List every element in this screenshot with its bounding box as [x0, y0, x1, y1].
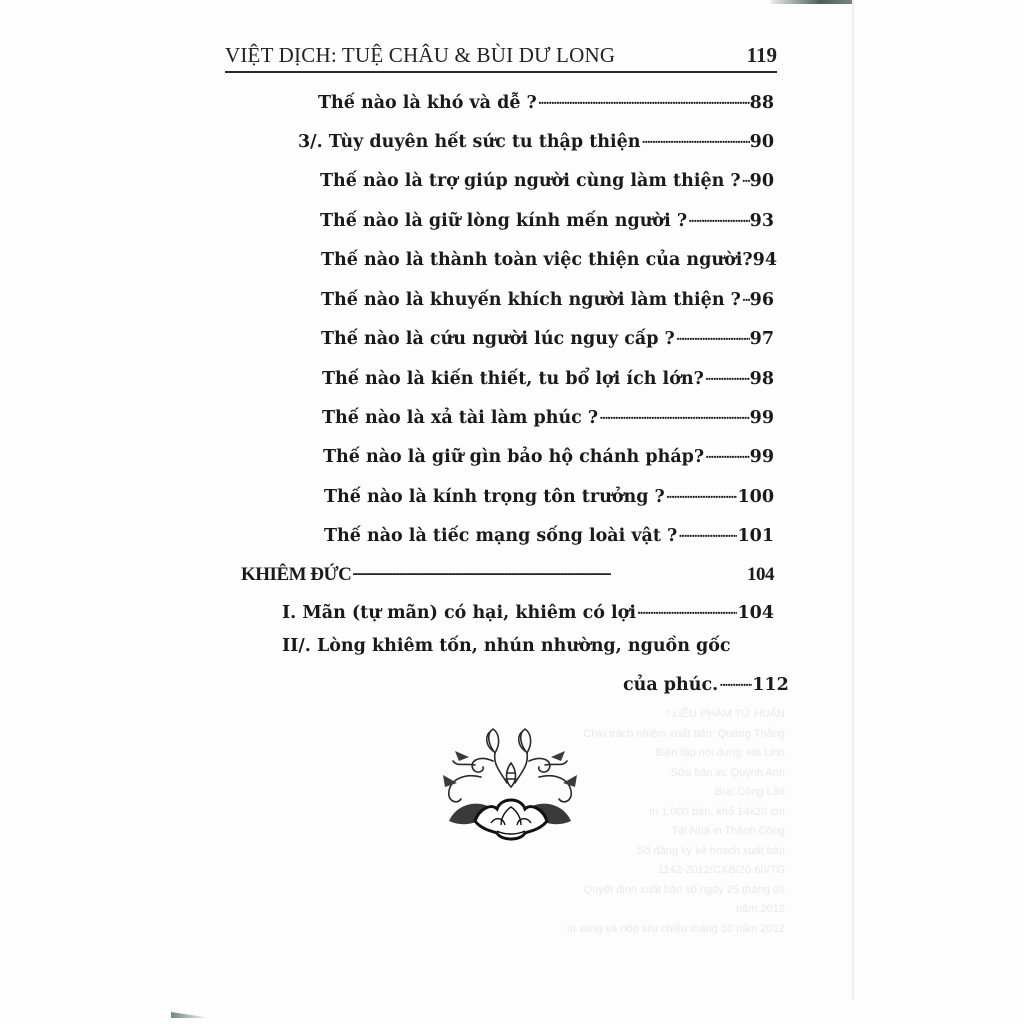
- toc-entry[interactable]: [298, 129, 774, 152]
- toc-entry[interactable]: [322, 405, 774, 428]
- toc-entry-label: KHIÊM ĐỨC: [241, 564, 352, 585]
- toc-entry[interactable]: [322, 366, 774, 389]
- dot-leader: [741, 170, 750, 188]
- dot-leader: [677, 525, 737, 543]
- toc-entry-label: Thế nào là tiếc mạng sống loài vật ?: [324, 525, 678, 546]
- toc-entry[interactable]: [323, 444, 774, 467]
- toc-entry-page: 100: [737, 486, 774, 507]
- imprint-line: Quyết định xuất bản số ngày 25 tháng 09 năm 2012: [583, 883, 785, 915]
- dot-leader: [351, 563, 747, 582]
- toc-entry-page: 104: [737, 602, 774, 623]
- dot-leader: [741, 289, 750, 307]
- toc-entry[interactable]: [324, 523, 774, 546]
- dot-leader: [704, 446, 749, 464]
- toc-entry-page: 88: [749, 92, 774, 113]
- toc-entry[interactable]: [282, 600, 774, 623]
- toc-entry-label: Thế nào là giữ lòng kính mến người ?: [320, 210, 688, 231]
- toc-entry-page: 112: [752, 674, 789, 695]
- toc-entry-page: 101: [737, 525, 774, 546]
- page-number: 119: [746, 43, 777, 67]
- dot-leader: [636, 602, 737, 620]
- toc-entry[interactable]: [318, 90, 774, 113]
- dot-leader: [718, 674, 752, 692]
- running-header: [225, 40, 777, 73]
- toc-entry-page: 98: [749, 368, 774, 389]
- page-edge-shadow: [770, 0, 854, 4]
- toc-entry-label: 3/. Tùy duyên hết sức tu thập thiện: [298, 131, 641, 152]
- imprint-line: Tại Nhà in Thành Công: [671, 825, 785, 837]
- toc-entry[interactable]: [623, 672, 789, 695]
- toc-entry-label: của phúc.: [623, 674, 719, 695]
- header-title: VIỆT DỊCH: TUỆ CHÂU & BÙI DƯ LONG: [225, 43, 616, 67]
- toc-entry[interactable]: [320, 208, 774, 231]
- imprint-line: Biên tập nội dung: Hà Linh: [655, 747, 785, 759]
- imprint-line: * LIỄU PHÀM TỨ HUẤN: [665, 708, 785, 720]
- toc-entry[interactable]: [320, 168, 774, 191]
- lotus-flower-ornament-icon: [435, 725, 585, 845]
- toc-entry-page: 90: [749, 170, 774, 191]
- imprint-line: Bìa: Công Lân: [714, 786, 785, 798]
- toc-entry[interactable]: [321, 247, 778, 270]
- toc-entry-label: Thế nào là khó và dễ ?: [318, 92, 537, 113]
- dot-leader: [537, 92, 750, 110]
- toc-entry-page: 96: [749, 289, 774, 310]
- imprint-line: In 1.000 bản, khổ 14x20 cm: [649, 805, 785, 818]
- toc-entry-label: Thế nào là kiến thiết, tu bổ lợi ích lớn?: [322, 368, 704, 389]
- dot-leader: [687, 210, 750, 228]
- page-corner-shadow: [171, 1012, 211, 1018]
- toc-entry[interactable]: [321, 287, 774, 310]
- toc-entry-page: 94: [752, 249, 778, 270]
- toc-entry-label: Thế nào là xả tài làm phúc ?: [322, 407, 599, 428]
- toc-entry-wrapped-line[interactable]: II/. Lòng khiêm tốn, nhún nhường, nguồn gốc: [282, 636, 731, 656]
- toc-entry-page: 104: [747, 564, 774, 585]
- dot-leader: [598, 407, 749, 425]
- imprint-line: In xong và nộp lưu chiểu tháng 10 năm 2012: [566, 922, 785, 935]
- toc-chapter-entry[interactable]: [241, 561, 774, 586]
- toc-entry-label: Thế nào là thành toàn việc thiện của người?: [321, 249, 753, 270]
- toc-entry-label: Thế nào là cứu người lúc nguy cấp ?: [321, 328, 675, 349]
- dot-leader: [641, 131, 750, 149]
- toc-entry[interactable]: [324, 484, 774, 507]
- toc-entry-page: 93: [749, 210, 774, 231]
- imprint-line: Số đăng ký kế hoạch xuất bản: [637, 844, 785, 857]
- toc-entry-page: 90: [749, 131, 774, 152]
- toc-entry-label: I. Mãn (tự mãn) có hại, khiêm có lợi: [282, 602, 636, 623]
- dot-leader: [665, 486, 738, 504]
- imprint-line: Sửa bản in: Quỳnh Anh: [670, 766, 785, 779]
- toc-entry-label: Thế nào là trợ giúp người cùng làm thiện ?: [320, 170, 741, 191]
- toc-entry-page: 99: [749, 446, 774, 467]
- toc-entry-page: 97: [749, 328, 774, 349]
- imprint-line: 1142-2012/CXB/20-60/TG: [658, 864, 785, 876]
- toc-entry-label: Thế nào là kính trọng tôn trưởng ?: [324, 486, 665, 507]
- page-edge: [852, 0, 854, 1000]
- toc-entry-label: Thế nào là khuyến khích người làm thiện ?: [321, 289, 741, 310]
- toc-entry[interactable]: [321, 326, 774, 349]
- dot-leader: [675, 328, 750, 346]
- toc-entry-page: 99: [749, 407, 774, 428]
- imprint-line: Chịu trách nhiệm xuất bản: Quang Thắng: [583, 727, 785, 740]
- toc-entry-label: Thế nào là giữ gìn bảo hộ chánh pháp?: [323, 446, 705, 467]
- dot-leader: [704, 368, 750, 386]
- bleed-through-imprint: [565, 705, 785, 939]
